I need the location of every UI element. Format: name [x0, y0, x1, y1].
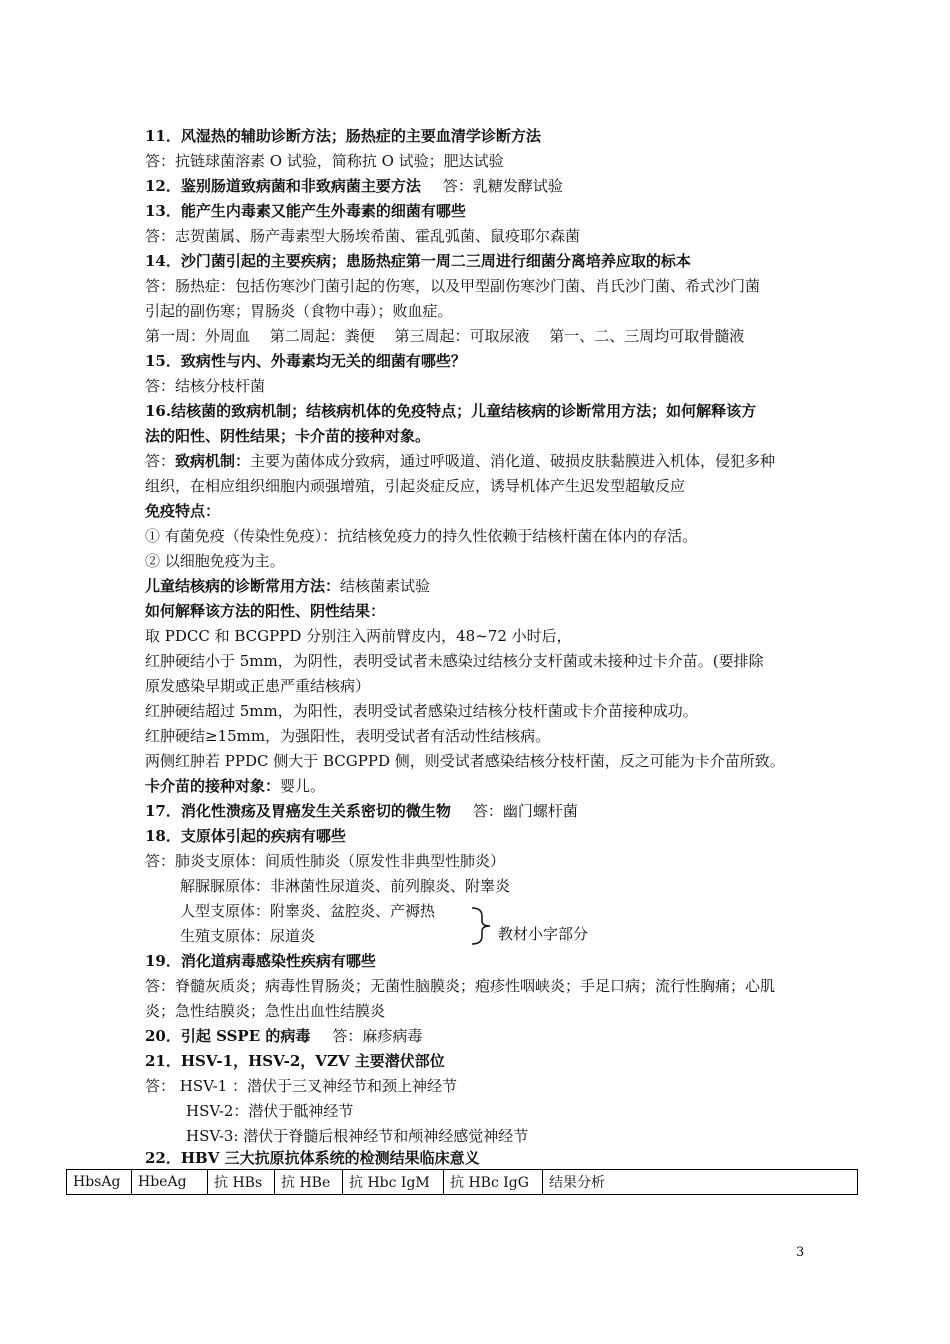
interpretation-label: 如何解释该方法的阳性、阴性结果：	[145, 602, 386, 620]
q12-title: 12．鉴别肠道致病菌和非致病菌主要方法	[145, 177, 421, 195]
q17-title: 17．消化性溃疡及胃癌发生关系密切的微生物	[145, 802, 451, 820]
table-header-cell: 结果分析	[543, 1170, 858, 1195]
diagnosis-text: 结核菌素试验	[340, 577, 431, 595]
table-header-row	[67, 1170, 858, 1195]
diagnosis-label: 儿童结核病的诊断常用方法：	[145, 577, 341, 595]
hbv-results-table	[66, 1169, 858, 1195]
interpretation-line-2: 红肿硬结小于 5mm，为阴性，表明受试者未感染过结核分支杆菌或未接种过卡介苗。(要排除	[145, 652, 764, 670]
q20-answer: 答：麻疹病毒	[332, 1027, 423, 1045]
q11-title: 11．风湿热的辅助诊断方法；肠热症的主要血清学诊断方法	[145, 127, 541, 145]
q18-line-2: 解脲脲原体：非淋菌性尿道炎、前列腺炎、附睾炎	[180, 877, 511, 895]
q13-title: 13．能产生内毒素又能产生外毒素的细菌有哪些	[145, 202, 466, 220]
interpretation-line-4: 红肿硬结超过 5mm，为阳性，表明受试者感染过结核分枝杆菌或卡介苗接种成功。	[145, 702, 698, 720]
table-header-cell: 抗 HBc IgG	[444, 1170, 543, 1195]
q21-line-3: HSV-3: 潜伏于脊髓后根神经节和颅神经感觉神经节	[186, 1127, 529, 1145]
q19-line-2: 炎；急性结膜炎；急性出血性结膜炎	[145, 1002, 386, 1020]
q21-title: 21．HSV-1，HSV-2，VZV 主要潜伏部位	[145, 1052, 445, 1070]
q16-mechanism	[145, 449, 775, 474]
q14-line-3: 第一周：外周血 第二周起：粪便 第三周起：可取尿液 第一、二、三周均可取骨髓液	[145, 327, 745, 345]
table-header-cell: HbsAg	[67, 1170, 132, 1195]
immune-point-1: ① 有菌免疫（传染性免疫）：抗结核免疫力的持久性依赖于结核杆菌在体内的存活。	[145, 527, 698, 545]
interpretation-line-5: 红肿硬结≥15mm，为强阳性，表明受试者有活动性结核病。	[145, 727, 551, 745]
q17-answer: 答：幽门螺杆菌	[472, 802, 578, 820]
bcg-label: 卡介苗的接种对象：	[145, 777, 281, 795]
table-header-cell: 抗 Hbc IgM	[343, 1170, 444, 1195]
immune-label: 免疫特点：	[145, 502, 221, 520]
right-brace-icon	[468, 906, 498, 946]
q20-title: 20．引起 SSPE 的病毒	[145, 1027, 311, 1045]
q12-answer: 答：乳糖发酵试验	[442, 177, 563, 195]
q16-title-line-1: 16.结核菌的致病机制；结核病机体的免疫特点；儿童结核病的诊断常用方法；如何解释该方	[145, 402, 757, 420]
q14-line-1: 答：肠热症：包括伤寒沙门菌引起的伤寒，以及甲型副伤寒沙门菌、肖氏沙门菌、希式沙门菌	[145, 277, 761, 295]
bcg-line	[145, 774, 325, 799]
diagnosis-line	[145, 574, 430, 599]
q13-answer: 答：志贺菌属、肠产毒素型大肠埃希菌、霍乱弧菌、鼠疫耶尔森菌	[145, 227, 581, 245]
q16-title-line-2: 法的阳性、阴性结果；卡介苗的接种对象。	[145, 427, 431, 445]
q22-title: 22．HBV 三大抗原抗体系统的检测结果临床意义	[145, 1149, 480, 1167]
page-number: 3	[796, 1245, 805, 1260]
q15-title: 15．致病性与内、外毒素均无关的细菌有哪些？	[145, 352, 466, 370]
q19-title: 19．消化道病毒感染性疾病有哪些	[145, 952, 376, 970]
q14-title: 14．沙门菌引起的主要疾病；患肠热症第一周二三周进行细菌分离培养应取的标本	[145, 252, 691, 270]
q11-answer: 答：抗链球菌溶素 O 试验，简称抗 O 试验；肥达试验	[145, 152, 504, 170]
q18-line-1: 答：肺炎支原体：间质性肺炎（原发性非典型性肺炎）	[145, 852, 506, 870]
q21-line-1: 答： HSV-1 ：潜伏于三叉神经节和颈上神经节	[145, 1077, 457, 1095]
q14-line-2: 引起的副伤寒；胃肠炎（食物中毒）；败血症。	[145, 302, 453, 320]
immune-point-2: ② 以细胞免疫为主。	[145, 552, 285, 570]
answer-prefix: 答：	[145, 452, 176, 470]
table-header-cell: 抗 HBs	[208, 1170, 275, 1195]
q18-title: 18．支原体引起的疾病有哪些	[145, 827, 346, 845]
q16-mechanism-cont: 组织，在相应组织细胞内顽强增殖，引起炎症反应，诱导机体产生迟发型超敏反应	[145, 477, 686, 495]
mechanism-label: 致病机制：	[175, 452, 251, 470]
q20-line	[145, 1024, 422, 1049]
q15-answer: 答：结核分枝杆菌	[145, 377, 266, 395]
interpretation-line-3: 原发感染早期或正患严重结核病）	[145, 677, 371, 695]
interpretation-line-1: 取 PDCC 和 BCGPPD 分别注入两前臂皮内，48~72 小时后，	[145, 627, 572, 645]
bcg-text: 婴儿。	[280, 777, 326, 795]
interpretation-line-6: 两侧红肿若 PPDC 侧大于 BCGPPD 侧，则受试者感染结核分枝杆菌，反之可能为卡介苗所致。	[145, 752, 785, 770]
q18-note: 教材小字部分	[498, 925, 589, 943]
q21-line-2: HSV-2：潜伏于骶神经节	[186, 1102, 354, 1120]
table-header-cell: 抗 HBe	[275, 1170, 343, 1195]
q19-line-1: 答：脊髓灰质炎；病毒性胃肠炎；无菌性脑膜炎；疱疹性咽峡炎；手足口病；流行性胸痛；心肌	[145, 977, 776, 995]
table-header-cell: HbeAg	[132, 1170, 208, 1195]
q18-line-4: 生殖支原体：尿道炎	[180, 927, 316, 945]
mechanism-text: 主要为菌体成分致病，通过呼吸道、消化道、破损皮肤黏膜进入机体，侵犯多种	[250, 452, 776, 470]
q17-line	[145, 799, 578, 824]
q12-line	[145, 174, 563, 199]
q18-line-3: 人型支原体：附睾炎、盆腔炎、产褥热	[180, 902, 436, 920]
